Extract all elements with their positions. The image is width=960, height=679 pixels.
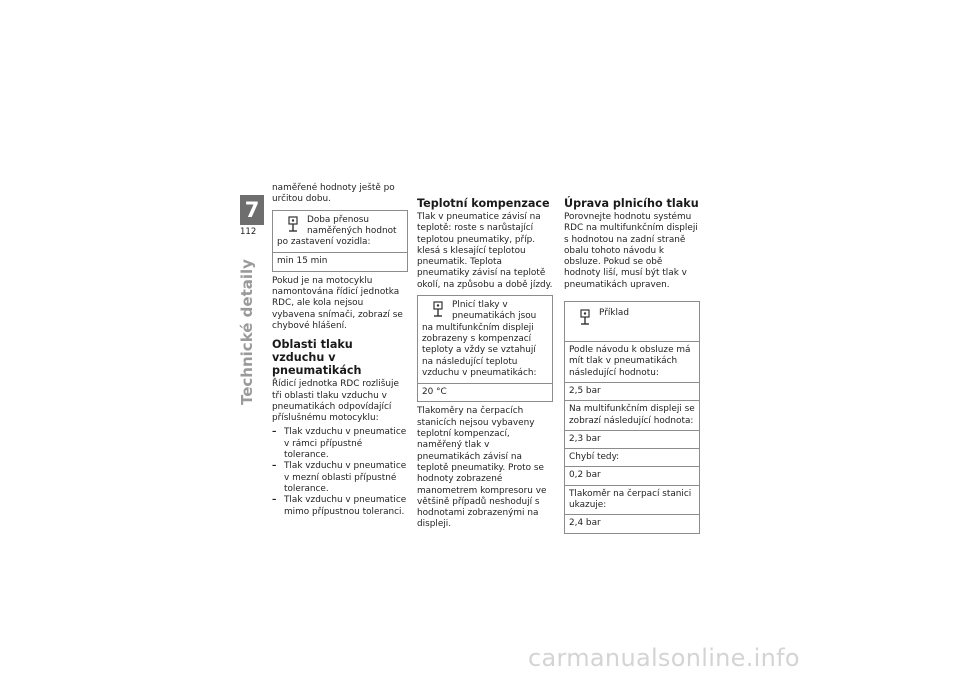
- gauge-info-icon: [430, 301, 446, 319]
- gauge-info-icon: [285, 216, 301, 234]
- example-row: 2,4 bar: [565, 514, 699, 532]
- paragraph: Tlakoměry na čerpacích stanicích nejsou vybaveny teplotní kompenzací, naměřený tlak v pneumatikách závisí na teplotě pneumatiky. Proto se hodnoty zobrazené manometrem kompresoru ve většině případů neshodují s hodnotami zobrazenými na displeji.: [417, 406, 547, 530]
- section-heading: Teplotní kompenzace: [417, 197, 550, 210]
- example-row: Na multifunkčním displeji se zobrazí následující hodnota:: [565, 400, 699, 430]
- chapter-title-vertical: [238, 259, 262, 405]
- note-box-temperature: [417, 295, 553, 402]
- example-row: Tlakoměr na čerpací stanici ukazuje:: [565, 485, 699, 515]
- section-heading: Úprava plnicího tlaku: [564, 197, 699, 210]
- column-2: [417, 197, 553, 534]
- gauge-info-icon: [577, 309, 593, 327]
- section-heading: Oblasti tlaku vzduchu v pneumatikách: [272, 338, 362, 378]
- note: [273, 211, 407, 253]
- paragraph: Pokud je na motocyklu namontována řídicí jednotka RDC, ale kola nejsou vybavena snímači, zobrazí se chybové hlášení.: [272, 275, 403, 331]
- example-row: Podle návodu k obsluze má mít tlak v pneumatikách následující hodnotu:: [565, 341, 699, 382]
- note: [418, 296, 552, 383]
- column-1: [272, 183, 408, 518]
- example-box: [564, 301, 700, 534]
- example-row: 2,3 bar: [565, 430, 699, 448]
- paragraph: Tlak v pneumatice závisí na teplotě: roste s narůstající teplotou pneumatiky, příp. klesá s klesající teplotou pneumatik. Teplota pneumatiky závisí na teplotě okolí, na způsobu a době jízdy.: [417, 212, 553, 290]
- chapter-tab: [240, 195, 262, 237]
- note-text: Plnicí tlaky v pneumatikách jsou na multifunkčním displeji zobrazeny s kompenzací teploty a vždy se vztahují na následující teplotu vzduchu v pneumatikách:: [422, 300, 537, 378]
- page-number: 112: [240, 227, 257, 237]
- note-text: Doba přenosu naměřených hodnot po zastavení vozidla:: [277, 214, 397, 248]
- list-item: – Tlak vzduchu v pneumatice v mezní oblasti přípustné tolerance.: [272, 461, 408, 495]
- example-row: Chybí tedy:: [565, 448, 699, 466]
- example-title: Příklad: [599, 308, 629, 319]
- example-row: 0,2 bar: [565, 466, 699, 484]
- example-row: 2,5 bar: [565, 382, 699, 400]
- note-value: 20 °C: [418, 383, 552, 401]
- example-header: [565, 302, 699, 341]
- watermark: carmanualsonline.info: [528, 644, 800, 672]
- pressure-ranges-list: [272, 427, 408, 517]
- paragraph: Řídicí jednotka RDC rozlišuje tři oblasti tlaku vzduchu v pneumatikách odpovídající příslušnému motocyklu:: [272, 379, 399, 424]
- paragraph: Porovnejte hodnotu systému RDC na multifunkčním displeji s hodnotou na zadní straně obalu tohoto návodu k obsluze. Pokud se obě hodnoty liší, musí být tlak v pneumatikách upraven.: [564, 212, 698, 290]
- chapter-number: 7: [240, 195, 264, 225]
- note-value: min 15 min: [273, 252, 407, 270]
- column-3: [564, 197, 700, 538]
- intro-text: naměřené hodnoty ještě po určitou dobu.: [272, 183, 395, 205]
- list-item: – Tlak vzduchu v pneumatice v rámci přípustné tolerance.: [272, 427, 408, 461]
- list-item: – Tlak vzduchu v pneumatice mimo přípustnou toleranci.: [272, 495, 408, 518]
- note-box-transfer: [272, 210, 408, 272]
- chapter-title: Technické detaily: [238, 259, 256, 405]
